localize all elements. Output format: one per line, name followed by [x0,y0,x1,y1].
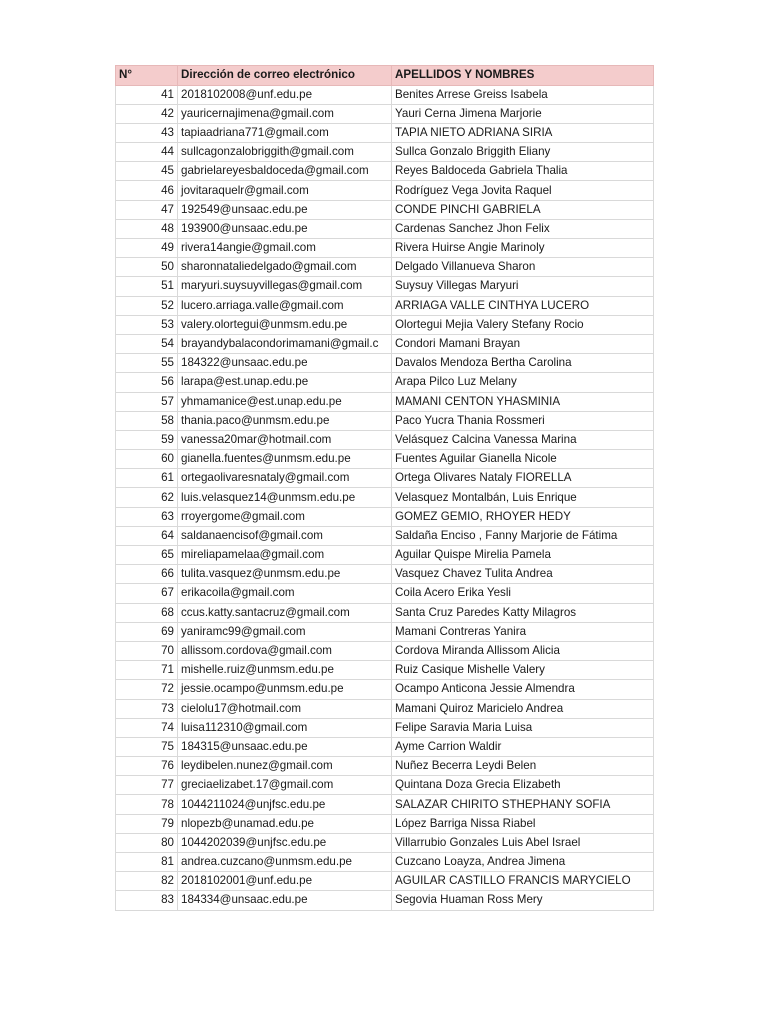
table-row [116,334,654,353]
row-number-cell: 65 [116,546,178,565]
table-row [116,181,654,200]
row-number-cell: 43 [116,123,178,142]
email-cell: leydibelen.nunez@gmail.com [178,757,392,776]
table-row [116,526,654,545]
table-row [116,219,654,238]
row-number-cell: 69 [116,622,178,641]
table-row [116,546,654,565]
full-name-cell: CONDE PINCHI GABRIELA [392,200,654,219]
email-cell: yaniramc99@gmail.com [178,622,392,641]
table-row [116,814,654,833]
email-cell: cielolu17@hotmail.com [178,699,392,718]
row-number-cell: 71 [116,661,178,680]
email-cell: mireliapamelaa@gmail.com [178,546,392,565]
table-row [116,661,654,680]
email-cell: rivera14angie@gmail.com [178,239,392,258]
row-number-cell: 44 [116,143,178,162]
table-row [116,757,654,776]
email-cell: sullcagonzalobriggith@gmail.com [178,143,392,162]
row-number-cell: 50 [116,258,178,277]
row-number-cell: 64 [116,526,178,545]
table-row [116,104,654,123]
table-body [116,85,654,910]
table-row [116,737,654,756]
email-cell: mishelle.ruiz@unmsm.edu.pe [178,661,392,680]
email-cell: erikacoila@gmail.com [178,584,392,603]
row-number-cell: 75 [116,737,178,756]
full-name-cell: Velásquez Calcina Vanessa Marina [392,430,654,449]
row-number-cell: 45 [116,162,178,181]
table-row [116,258,654,277]
table-row [116,718,654,737]
email-cell: sharonnataliedelgado@gmail.com [178,258,392,277]
full-name-cell: Rodríguez Vega Jovita Raquel [392,181,654,200]
full-name-cell: Coila Acero Erika Yesli [392,584,654,603]
table-row [116,488,654,507]
full-name-cell: GOMEZ GEMIO, RHOYER HEDY [392,507,654,526]
full-name-cell: Quintana Doza Grecia Elizabeth [392,776,654,795]
column-header-number: N° [116,66,178,86]
full-name-cell: Ocampo Anticona Jessie Almendra [392,680,654,699]
full-name-cell: Fuentes Aguilar Gianella Nicole [392,450,654,469]
email-cell: rroyergome@gmail.com [178,507,392,526]
table-row [116,891,654,910]
full-name-cell: Santa Cruz Paredes Katty Milagros [392,603,654,622]
full-name-cell: MAMANI CENTON YHASMINIA [392,392,654,411]
email-cell: vanessa20mar@hotmail.com [178,430,392,449]
full-name-cell: Aguilar Quispe Mirelia Pamela [392,546,654,565]
row-number-cell: 80 [116,833,178,852]
row-number-cell: 48 [116,219,178,238]
table-row [116,143,654,162]
row-number-cell: 66 [116,565,178,584]
email-cell: ortegaolivaresnataly@gmail.com [178,469,392,488]
email-cell: luisa112310@gmail.com [178,718,392,737]
row-number-cell: 47 [116,200,178,219]
table-row [116,373,654,392]
row-number-cell: 52 [116,296,178,315]
email-cell: maryuri.suysuyvillegas@gmail.com [178,277,392,296]
full-name-cell: Sullca Gonzalo Briggith Eliany [392,143,654,162]
row-number-cell: 77 [116,776,178,795]
table-row [116,85,654,104]
email-cell: 1044202039@unjfsc.edu.pe [178,833,392,852]
table-row [116,277,654,296]
email-cell: luis.velasquez14@unmsm.edu.pe [178,488,392,507]
row-number-cell: 82 [116,872,178,891]
full-name-cell: Velasquez Montalbán, Luis Enrique [392,488,654,507]
row-number-cell: 41 [116,85,178,104]
email-cell: 192549@unsaac.edu.pe [178,200,392,219]
full-name-cell: TAPIA NIETO ADRIANA SIRIA [392,123,654,142]
table-row [116,641,654,660]
email-cell: tapiaadriana771@gmail.com [178,123,392,142]
email-cell: thania.paco@unmsm.edu.pe [178,411,392,430]
row-number-cell: 58 [116,411,178,430]
header-row [116,66,654,86]
email-cell: allissom.cordova@gmail.com [178,641,392,660]
email-cell: ccus.katty.santacruz@gmail.com [178,603,392,622]
full-name-cell: SALAZAR CHIRITO STHEPHANY SOFIA [392,795,654,814]
full-name-cell: Mamani Contreras Yanira [392,622,654,641]
full-name-cell: Cordova Miranda Allissom Alicia [392,641,654,660]
table-row [116,200,654,219]
row-number-cell: 70 [116,641,178,660]
full-name-cell: Arapa Pilco Luz Melany [392,373,654,392]
email-cell: jessie.ocampo@unmsm.edu.pe [178,680,392,699]
row-number-cell: 46 [116,181,178,200]
email-cell: 184334@unsaac.edu.pe [178,891,392,910]
table-row [116,603,654,622]
full-name-cell: Reyes Baldoceda Gabriela Thalia [392,162,654,181]
row-number-cell: 76 [116,757,178,776]
table-row [116,430,654,449]
email-cell: valery.olortegui@unmsm.edu.pe [178,315,392,334]
row-number-cell: 73 [116,699,178,718]
column-header-email: Dirección de correo electrónico [178,66,392,86]
full-name-cell: Cuzcano Loayza, Andrea Jimena [392,853,654,872]
column-header-full-name: APELLIDOS Y NOMBRES [392,66,654,86]
table-row [116,507,654,526]
full-name-cell: Saldaña Enciso , Fanny Marjorie de Fátima [392,526,654,545]
email-cell: gianella.fuentes@unmsm.edu.pe [178,450,392,469]
table-row [116,680,654,699]
full-name-cell: Davalos Mendoza Bertha Carolina [392,354,654,373]
table-row [116,776,654,795]
full-name-cell: Vasquez Chavez Tulita Andrea [392,565,654,584]
table-row [116,450,654,469]
email-cell: gabrielareyesbaldoceda@gmail.com [178,162,392,181]
table-row [116,565,654,584]
email-cell: jovitaraquelr@gmail.com [178,181,392,200]
full-name-cell: Paco Yucra Thania Rossmeri [392,411,654,430]
full-name-cell: AGUILAR CASTILLO FRANCIS MARYCIELO [392,872,654,891]
email-cell: andrea.cuzcano@unmsm.edu.pe [178,853,392,872]
full-name-cell: Nuñez Becerra Leydi Belen [392,757,654,776]
row-number-cell: 78 [116,795,178,814]
full-name-cell: Mamani Quiroz Maricielo Andrea [392,699,654,718]
full-name-cell: Segovia Huaman Ross Mery [392,891,654,910]
participants-table [115,65,654,911]
table-row [116,411,654,430]
row-number-cell: 55 [116,354,178,373]
row-number-cell: 51 [116,277,178,296]
table-row [116,699,654,718]
row-number-cell: 62 [116,488,178,507]
email-cell: 1044211024@unjfsc.edu.pe [178,795,392,814]
row-number-cell: 60 [116,450,178,469]
full-name-cell: Benites Arrese Greiss Isabela [392,85,654,104]
row-number-cell: 81 [116,853,178,872]
full-name-cell: Cardenas Sanchez Jhon Felix [392,219,654,238]
email-cell: 193900@unsaac.edu.pe [178,219,392,238]
email-cell: brayandybalacondorimamani@gmail.c [178,334,392,353]
email-cell: 2018102008@unf.edu.pe [178,85,392,104]
row-number-cell: 79 [116,814,178,833]
row-number-cell: 63 [116,507,178,526]
email-cell: tulita.vasquez@unmsm.edu.pe [178,565,392,584]
table-row [116,853,654,872]
full-name-cell: Delgado Villanueva Sharon [392,258,654,277]
full-name-cell: Yauri Cerna Jimena Marjorie [392,104,654,123]
full-name-cell: Villarrubio Gonzales Luis Abel Israel [392,833,654,852]
email-cell: yauricernajimena@gmail.com [178,104,392,123]
row-number-cell: 72 [116,680,178,699]
row-number-cell: 49 [116,239,178,258]
email-cell: greciaelizabet.17@gmail.com [178,776,392,795]
full-name-cell: Olortegui Mejia Valery Stefany Rocio [392,315,654,334]
spreadsheet-page [115,65,653,911]
table-row [116,392,654,411]
full-name-cell: Ruiz Casique Mishelle Valery [392,661,654,680]
table-row [116,354,654,373]
row-number-cell: 56 [116,373,178,392]
row-number-cell: 83 [116,891,178,910]
row-number-cell: 67 [116,584,178,603]
table-row [116,315,654,334]
full-name-cell: Condori Mamani Brayan [392,334,654,353]
email-cell: larapa@est.unap.edu.pe [178,373,392,392]
email-cell: lucero.arriaga.valle@gmail.com [178,296,392,315]
table-row [116,833,654,852]
row-number-cell: 42 [116,104,178,123]
full-name-cell: López Barriga Nissa Riabel [392,814,654,833]
full-name-cell: Felipe Saravia Maria Luisa [392,718,654,737]
email-cell: saldanaencisof@gmail.com [178,526,392,545]
table-row [116,469,654,488]
email-cell: nlopezb@unamad.edu.pe [178,814,392,833]
email-cell: 2018102001@unf.edu.pe [178,872,392,891]
row-number-cell: 59 [116,430,178,449]
full-name-cell: Suysuy Villegas Maryuri [392,277,654,296]
email-cell: 184322@unsaac.edu.pe [178,354,392,373]
row-number-cell: 57 [116,392,178,411]
table-row [116,872,654,891]
full-name-cell: Rivera Huirse Angie Marinoly [392,239,654,258]
email-cell: 184315@unsaac.edu.pe [178,737,392,756]
row-number-cell: 61 [116,469,178,488]
row-number-cell: 53 [116,315,178,334]
table-row [116,622,654,641]
table-row [116,239,654,258]
full-name-cell: ARRIAGA VALLE CINTHYA LUCERO [392,296,654,315]
table-row [116,584,654,603]
table-row [116,123,654,142]
table-row [116,296,654,315]
row-number-cell: 54 [116,334,178,353]
full-name-cell: Ayme Carrion Waldir [392,737,654,756]
full-name-cell: Ortega Olivares Nataly FIORELLA [392,469,654,488]
table-row [116,162,654,181]
table-row [116,795,654,814]
row-number-cell: 74 [116,718,178,737]
row-number-cell: 68 [116,603,178,622]
email-cell: yhmamanice@est.unap.edu.pe [178,392,392,411]
